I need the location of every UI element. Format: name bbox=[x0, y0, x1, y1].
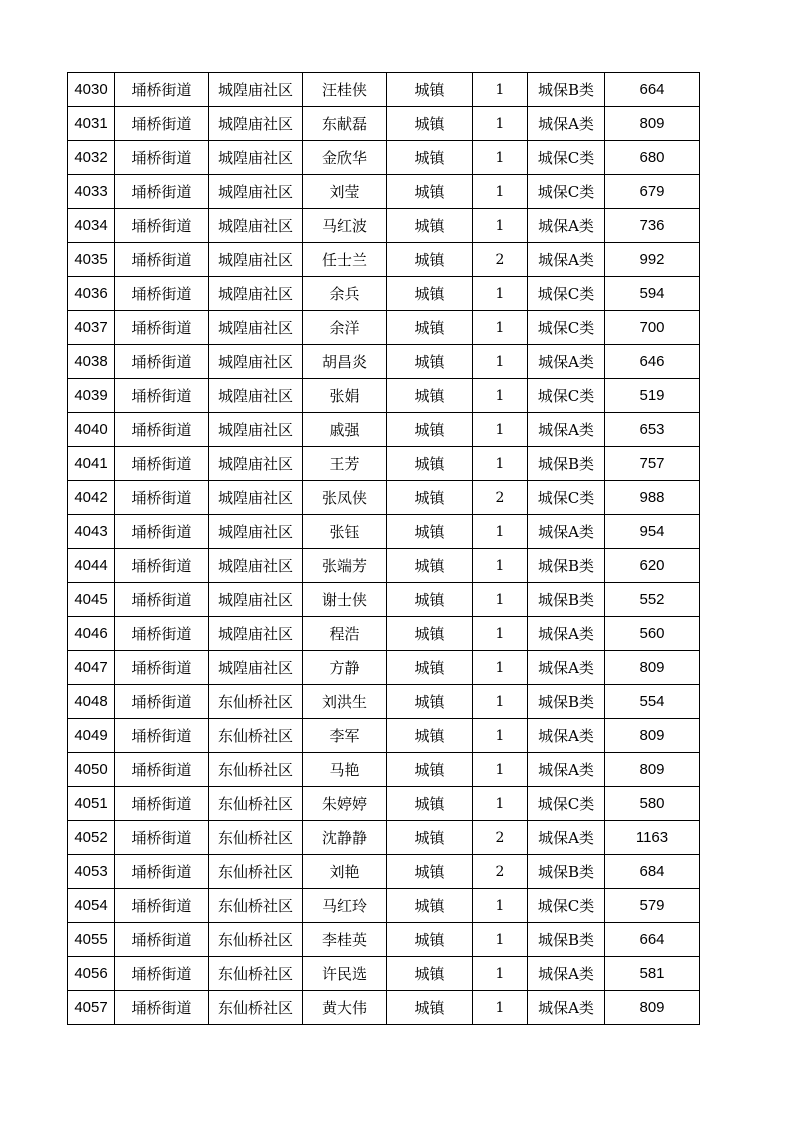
cell-name: 王芳 bbox=[303, 447, 387, 481]
table-row bbox=[68, 107, 700, 141]
cell-category: 城保B类 bbox=[528, 923, 605, 957]
cell-community: 城隍庙社区 bbox=[209, 107, 303, 141]
cell-area: 城镇 bbox=[387, 481, 473, 515]
cell-name: 戚强 bbox=[303, 413, 387, 447]
cell-id: 4037 bbox=[68, 311, 115, 345]
cell-area: 城镇 bbox=[387, 345, 473, 379]
cell-amount: 809 bbox=[605, 991, 700, 1025]
cell-community: 城隍庙社区 bbox=[209, 379, 303, 413]
cell-id: 4054 bbox=[68, 889, 115, 923]
cell-category: 城保A类 bbox=[528, 719, 605, 753]
cell-household-count: 1 bbox=[473, 549, 528, 583]
cell-area: 城镇 bbox=[387, 923, 473, 957]
table-row bbox=[68, 957, 700, 991]
table-row bbox=[68, 345, 700, 379]
cell-area: 城镇 bbox=[387, 583, 473, 617]
cell-name: 金欣华 bbox=[303, 141, 387, 175]
table-row bbox=[68, 447, 700, 481]
cell-name: 程浩 bbox=[303, 617, 387, 651]
cell-id: 4055 bbox=[68, 923, 115, 957]
cell-name: 刘莹 bbox=[303, 175, 387, 209]
cell-amount: 519 bbox=[605, 379, 700, 413]
cell-street: 埇桥街道 bbox=[115, 889, 209, 923]
cell-area: 城镇 bbox=[387, 753, 473, 787]
cell-amount: 646 bbox=[605, 345, 700, 379]
table-body bbox=[68, 73, 700, 1025]
cell-street: 埇桥街道 bbox=[115, 923, 209, 957]
cell-household-count: 2 bbox=[473, 821, 528, 855]
cell-amount: 552 bbox=[605, 583, 700, 617]
cell-category: 城保A类 bbox=[528, 515, 605, 549]
cell-household-count: 1 bbox=[473, 311, 528, 345]
cell-area: 城镇 bbox=[387, 209, 473, 243]
cell-name: 李桂英 bbox=[303, 923, 387, 957]
cell-street: 埇桥街道 bbox=[115, 481, 209, 515]
cell-household-count: 1 bbox=[473, 447, 528, 481]
cell-category: 城保A类 bbox=[528, 651, 605, 685]
table-row bbox=[68, 141, 700, 175]
cell-household-count: 1 bbox=[473, 413, 528, 447]
cell-amount: 560 bbox=[605, 617, 700, 651]
cell-category: 城保C类 bbox=[528, 889, 605, 923]
cell-amount: 809 bbox=[605, 753, 700, 787]
cell-community: 城隍庙社区 bbox=[209, 311, 303, 345]
cell-household-count: 2 bbox=[473, 243, 528, 277]
cell-community: 东仙桥社区 bbox=[209, 957, 303, 991]
cell-community: 东仙桥社区 bbox=[209, 753, 303, 787]
cell-street: 埇桥街道 bbox=[115, 73, 209, 107]
cell-household-count: 1 bbox=[473, 175, 528, 209]
cell-household-count: 1 bbox=[473, 583, 528, 617]
table-row bbox=[68, 481, 700, 515]
cell-category: 城保A类 bbox=[528, 345, 605, 379]
table-row bbox=[68, 685, 700, 719]
cell-category: 城保B类 bbox=[528, 73, 605, 107]
cell-street: 埇桥街道 bbox=[115, 107, 209, 141]
cell-household-count: 1 bbox=[473, 107, 528, 141]
cell-area: 城镇 bbox=[387, 685, 473, 719]
cell-id: 4045 bbox=[68, 583, 115, 617]
cell-area: 城镇 bbox=[387, 855, 473, 889]
cell-household-count: 1 bbox=[473, 685, 528, 719]
cell-street: 埇桥街道 bbox=[115, 311, 209, 345]
cell-id: 4039 bbox=[68, 379, 115, 413]
cell-community: 城隍庙社区 bbox=[209, 583, 303, 617]
cell-community: 城隍庙社区 bbox=[209, 175, 303, 209]
cell-category: 城保A类 bbox=[528, 821, 605, 855]
cell-name: 马红玲 bbox=[303, 889, 387, 923]
cell-amount: 988 bbox=[605, 481, 700, 515]
cell-category: 城保B类 bbox=[528, 549, 605, 583]
cell-name: 马艳 bbox=[303, 753, 387, 787]
cell-household-count: 1 bbox=[473, 787, 528, 821]
cell-id: 4052 bbox=[68, 821, 115, 855]
cell-area: 城镇 bbox=[387, 889, 473, 923]
cell-area: 城镇 bbox=[387, 243, 473, 277]
cell-amount: 620 bbox=[605, 549, 700, 583]
cell-household-count: 1 bbox=[473, 515, 528, 549]
cell-category: 城保C类 bbox=[528, 277, 605, 311]
cell-category: 城保B类 bbox=[528, 855, 605, 889]
cell-street: 埇桥街道 bbox=[115, 413, 209, 447]
benefit-table bbox=[67, 72, 700, 1025]
cell-household-count: 1 bbox=[473, 651, 528, 685]
cell-street: 埇桥街道 bbox=[115, 549, 209, 583]
cell-community: 东仙桥社区 bbox=[209, 855, 303, 889]
cell-category: 城保B类 bbox=[528, 583, 605, 617]
cell-street: 埇桥街道 bbox=[115, 379, 209, 413]
table-row bbox=[68, 583, 700, 617]
cell-amount: 554 bbox=[605, 685, 700, 719]
cell-amount: 594 bbox=[605, 277, 700, 311]
cell-amount: 579 bbox=[605, 889, 700, 923]
cell-name: 沈静静 bbox=[303, 821, 387, 855]
cell-street: 埇桥街道 bbox=[115, 787, 209, 821]
cell-household-count: 1 bbox=[473, 889, 528, 923]
cell-street: 埇桥街道 bbox=[115, 345, 209, 379]
cell-id: 4035 bbox=[68, 243, 115, 277]
cell-community: 东仙桥社区 bbox=[209, 923, 303, 957]
cell-community: 城隍庙社区 bbox=[209, 209, 303, 243]
cell-category: 城保C类 bbox=[528, 311, 605, 345]
cell-street: 埇桥街道 bbox=[115, 583, 209, 617]
cell-community: 城隍庙社区 bbox=[209, 277, 303, 311]
table-row bbox=[68, 73, 700, 107]
table-row bbox=[68, 889, 700, 923]
cell-name: 胡昌炎 bbox=[303, 345, 387, 379]
table-row bbox=[68, 855, 700, 889]
cell-household-count: 1 bbox=[473, 141, 528, 175]
cell-community: 城隍庙社区 bbox=[209, 515, 303, 549]
cell-amount: 664 bbox=[605, 923, 700, 957]
cell-community: 城隍庙社区 bbox=[209, 617, 303, 651]
cell-street: 埇桥街道 bbox=[115, 855, 209, 889]
table-row bbox=[68, 753, 700, 787]
cell-community: 城隍庙社区 bbox=[209, 413, 303, 447]
cell-name: 余兵 bbox=[303, 277, 387, 311]
cell-area: 城镇 bbox=[387, 447, 473, 481]
cell-name: 张凤侠 bbox=[303, 481, 387, 515]
cell-name: 许民选 bbox=[303, 957, 387, 991]
cell-household-count: 1 bbox=[473, 73, 528, 107]
cell-category: 城保A类 bbox=[528, 957, 605, 991]
cell-category: 城保C类 bbox=[528, 141, 605, 175]
cell-id: 4056 bbox=[68, 957, 115, 991]
table-row bbox=[68, 719, 700, 753]
cell-amount: 700 bbox=[605, 311, 700, 345]
cell-name: 张钰 bbox=[303, 515, 387, 549]
cell-community: 城隍庙社区 bbox=[209, 481, 303, 515]
cell-id: 4043 bbox=[68, 515, 115, 549]
cell-category: 城保B类 bbox=[528, 447, 605, 481]
cell-community: 东仙桥社区 bbox=[209, 787, 303, 821]
cell-area: 城镇 bbox=[387, 311, 473, 345]
table-row bbox=[68, 379, 700, 413]
cell-category: 城保A类 bbox=[528, 243, 605, 277]
cell-id: 4032 bbox=[68, 141, 115, 175]
cell-community: 城隍庙社区 bbox=[209, 447, 303, 481]
table-row bbox=[68, 515, 700, 549]
cell-category: 城保A类 bbox=[528, 413, 605, 447]
cell-community: 城隍庙社区 bbox=[209, 345, 303, 379]
cell-area: 城镇 bbox=[387, 175, 473, 209]
cell-community: 城隍庙社区 bbox=[209, 141, 303, 175]
table-row bbox=[68, 651, 700, 685]
table-row bbox=[68, 549, 700, 583]
cell-community: 东仙桥社区 bbox=[209, 685, 303, 719]
cell-id: 4047 bbox=[68, 651, 115, 685]
cell-name: 任士兰 bbox=[303, 243, 387, 277]
cell-category: 城保C类 bbox=[528, 481, 605, 515]
cell-amount: 809 bbox=[605, 107, 700, 141]
cell-amount: 679 bbox=[605, 175, 700, 209]
cell-name: 刘艳 bbox=[303, 855, 387, 889]
cell-amount: 580 bbox=[605, 787, 700, 821]
cell-id: 4057 bbox=[68, 991, 115, 1025]
cell-amount: 954 bbox=[605, 515, 700, 549]
cell-category: 城保B类 bbox=[528, 685, 605, 719]
cell-household-count: 1 bbox=[473, 991, 528, 1025]
cell-household-count: 1 bbox=[473, 209, 528, 243]
cell-amount: 581 bbox=[605, 957, 700, 991]
cell-amount: 809 bbox=[605, 719, 700, 753]
cell-street: 埇桥街道 bbox=[115, 243, 209, 277]
cell-name: 李军 bbox=[303, 719, 387, 753]
cell-street: 埇桥街道 bbox=[115, 141, 209, 175]
cell-household-count: 1 bbox=[473, 345, 528, 379]
cell-category: 城保C类 bbox=[528, 175, 605, 209]
cell-street: 埇桥街道 bbox=[115, 753, 209, 787]
cell-area: 城镇 bbox=[387, 991, 473, 1025]
cell-id: 4053 bbox=[68, 855, 115, 889]
cell-community: 城隍庙社区 bbox=[209, 73, 303, 107]
cell-street: 埇桥街道 bbox=[115, 175, 209, 209]
cell-street: 埇桥街道 bbox=[115, 617, 209, 651]
cell-area: 城镇 bbox=[387, 515, 473, 549]
benefit-table-container bbox=[67, 72, 700, 1025]
cell-area: 城镇 bbox=[387, 549, 473, 583]
cell-category: 城保C类 bbox=[528, 379, 605, 413]
cell-household-count: 1 bbox=[473, 753, 528, 787]
cell-id: 4050 bbox=[68, 753, 115, 787]
cell-street: 埇桥街道 bbox=[115, 821, 209, 855]
cell-street: 埇桥街道 bbox=[115, 957, 209, 991]
table-row bbox=[68, 209, 700, 243]
cell-id: 4042 bbox=[68, 481, 115, 515]
cell-amount: 992 bbox=[605, 243, 700, 277]
cell-name: 朱婷婷 bbox=[303, 787, 387, 821]
cell-id: 4036 bbox=[68, 277, 115, 311]
cell-id: 4049 bbox=[68, 719, 115, 753]
cell-id: 4046 bbox=[68, 617, 115, 651]
cell-street: 埇桥街道 bbox=[115, 209, 209, 243]
cell-id: 4038 bbox=[68, 345, 115, 379]
cell-name: 刘洪生 bbox=[303, 685, 387, 719]
cell-street: 埇桥街道 bbox=[115, 277, 209, 311]
cell-area: 城镇 bbox=[387, 379, 473, 413]
cell-category: 城保A类 bbox=[528, 991, 605, 1025]
cell-id: 4044 bbox=[68, 549, 115, 583]
cell-name: 汪桂侠 bbox=[303, 73, 387, 107]
cell-community: 城隍庙社区 bbox=[209, 549, 303, 583]
cell-area: 城镇 bbox=[387, 277, 473, 311]
cell-amount: 664 bbox=[605, 73, 700, 107]
cell-amount: 653 bbox=[605, 413, 700, 447]
cell-household-count: 1 bbox=[473, 957, 528, 991]
cell-household-count: 1 bbox=[473, 379, 528, 413]
cell-name: 黄大伟 bbox=[303, 991, 387, 1025]
cell-name: 张端芳 bbox=[303, 549, 387, 583]
cell-area: 城镇 bbox=[387, 141, 473, 175]
table-row bbox=[68, 787, 700, 821]
cell-area: 城镇 bbox=[387, 719, 473, 753]
cell-name: 东献磊 bbox=[303, 107, 387, 141]
cell-id: 4040 bbox=[68, 413, 115, 447]
cell-category: 城保C类 bbox=[528, 787, 605, 821]
cell-id: 4041 bbox=[68, 447, 115, 481]
cell-street: 埇桥街道 bbox=[115, 515, 209, 549]
cell-street: 埇桥街道 bbox=[115, 719, 209, 753]
cell-amount: 757 bbox=[605, 447, 700, 481]
cell-id: 4051 bbox=[68, 787, 115, 821]
cell-community: 城隍庙社区 bbox=[209, 243, 303, 277]
cell-amount: 1163 bbox=[605, 821, 700, 855]
cell-household-count: 1 bbox=[473, 617, 528, 651]
table-row bbox=[68, 277, 700, 311]
cell-amount: 809 bbox=[605, 651, 700, 685]
table-row bbox=[68, 617, 700, 651]
table-row bbox=[68, 923, 700, 957]
cell-household-count: 1 bbox=[473, 719, 528, 753]
cell-household-count: 1 bbox=[473, 923, 528, 957]
cell-category: 城保A类 bbox=[528, 617, 605, 651]
cell-street: 埇桥街道 bbox=[115, 991, 209, 1025]
cell-community: 东仙桥社区 bbox=[209, 991, 303, 1025]
cell-name: 张娟 bbox=[303, 379, 387, 413]
cell-id: 4031 bbox=[68, 107, 115, 141]
cell-household-count: 1 bbox=[473, 277, 528, 311]
cell-area: 城镇 bbox=[387, 787, 473, 821]
cell-category: 城保A类 bbox=[528, 107, 605, 141]
cell-amount: 736 bbox=[605, 209, 700, 243]
cell-amount: 684 bbox=[605, 855, 700, 889]
cell-name: 谢士侠 bbox=[303, 583, 387, 617]
table-row bbox=[68, 175, 700, 209]
cell-area: 城镇 bbox=[387, 617, 473, 651]
cell-community: 城隍庙社区 bbox=[209, 651, 303, 685]
cell-id: 4030 bbox=[68, 73, 115, 107]
cell-id: 4034 bbox=[68, 209, 115, 243]
cell-community: 东仙桥社区 bbox=[209, 719, 303, 753]
cell-area: 城镇 bbox=[387, 821, 473, 855]
cell-category: 城保A类 bbox=[528, 209, 605, 243]
cell-area: 城镇 bbox=[387, 651, 473, 685]
cell-community: 东仙桥社区 bbox=[209, 889, 303, 923]
table-row bbox=[68, 991, 700, 1025]
table-row bbox=[68, 243, 700, 277]
cell-street: 埇桥街道 bbox=[115, 685, 209, 719]
cell-street: 埇桥街道 bbox=[115, 651, 209, 685]
cell-community: 东仙桥社区 bbox=[209, 821, 303, 855]
cell-area: 城镇 bbox=[387, 107, 473, 141]
cell-id: 4033 bbox=[68, 175, 115, 209]
cell-household-count: 2 bbox=[473, 855, 528, 889]
cell-area: 城镇 bbox=[387, 73, 473, 107]
cell-amount: 680 bbox=[605, 141, 700, 175]
cell-street: 埇桥街道 bbox=[115, 447, 209, 481]
cell-name: 方静 bbox=[303, 651, 387, 685]
cell-category: 城保A类 bbox=[528, 753, 605, 787]
cell-household-count: 2 bbox=[473, 481, 528, 515]
cell-area: 城镇 bbox=[387, 413, 473, 447]
cell-area: 城镇 bbox=[387, 957, 473, 991]
cell-id: 4048 bbox=[68, 685, 115, 719]
table-row bbox=[68, 311, 700, 345]
table-row bbox=[68, 821, 700, 855]
cell-name: 马红波 bbox=[303, 209, 387, 243]
cell-name: 余洋 bbox=[303, 311, 387, 345]
table-row bbox=[68, 413, 700, 447]
